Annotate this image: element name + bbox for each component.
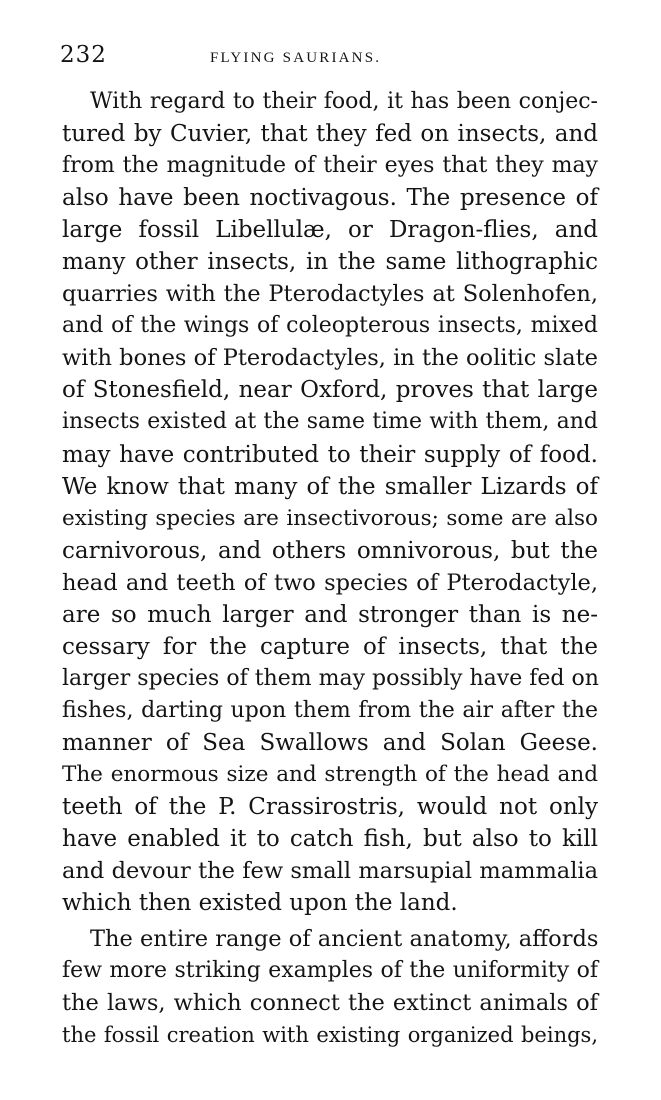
text-line: many other insects, in the same lithographic — [62, 249, 598, 276]
running-head: FLYING SAURIANS. — [210, 50, 382, 66]
text-line: cessary for the capture of insects, that the — [62, 633, 598, 660]
text-line: the fossil creation with existing organized beings, — [62, 1023, 598, 1048]
text-line: teeth of the P. Crassirostris, would not only — [62, 794, 598, 821]
text-line: larger species of them may possibly have fed on — [62, 665, 599, 691]
text-line: and devour the few small marsupial mammalia — [62, 858, 598, 885]
text-line: have enabled it to catch fish, but also to kill — [62, 826, 598, 853]
text-line: and of the wings of coleopterous insects, mixed — [62, 313, 598, 339]
text-line: We know that many of the smaller Lizards of — [62, 473, 598, 500]
text-line: manner of Sea Swallows and Solan Geese. — [62, 729, 598, 756]
paragraph-1 — [62, 86, 598, 919]
text-line: The enormous size and strength of the head and — [62, 761, 598, 787]
text-line: also have been noctivagous. The presence of — [62, 185, 598, 212]
page-header — [60, 42, 600, 76]
text-line: with bones of Pterodactyles, in the oolitic slate — [62, 345, 598, 372]
text-line: quarries with the Pterodactyles at Solenhofen, — [62, 281, 598, 308]
text-line: may have contributed to their supply of food. — [62, 441, 598, 468]
text-line: carnivorous, and others omnivorous, but the — [62, 537, 598, 564]
text-line: head and teeth of two species of Pterodactyle, — [62, 569, 598, 596]
text-line: the laws, which connect the extinct animals of — [62, 990, 598, 1017]
text-line: from the magnitude of their eyes that they may — [62, 153, 598, 179]
text-line: are so much larger and stronger than is ne- — [62, 601, 598, 628]
text-line: large fossil Libellulæ, or Dragon-flies, and — [62, 217, 598, 244]
text-line: With regard to their food, it has been conjec- — [90, 89, 598, 114]
text-line: few more striking examples of the uniformity of — [62, 958, 598, 984]
text-line: which then existed upon the land. — [62, 890, 458, 917]
text-line: The entire range of ancient anatomy, affords — [90, 926, 599, 953]
paragraph-2 — [62, 923, 598, 1051]
text-line: tured by Cuvier, that they fed on insects, and — [62, 121, 598, 148]
text-line: fishes, darting upon them from the air after the — [62, 697, 598, 723]
body-text — [62, 86, 598, 1051]
text-line: existing species are insectivorous; some are also — [62, 505, 598, 531]
text-line: insects existed at the same time with them, and — [62, 409, 598, 435]
page-number: 232 — [60, 42, 107, 68]
text-line: of Stonesfield, near Oxford, proves that large — [62, 377, 598, 404]
